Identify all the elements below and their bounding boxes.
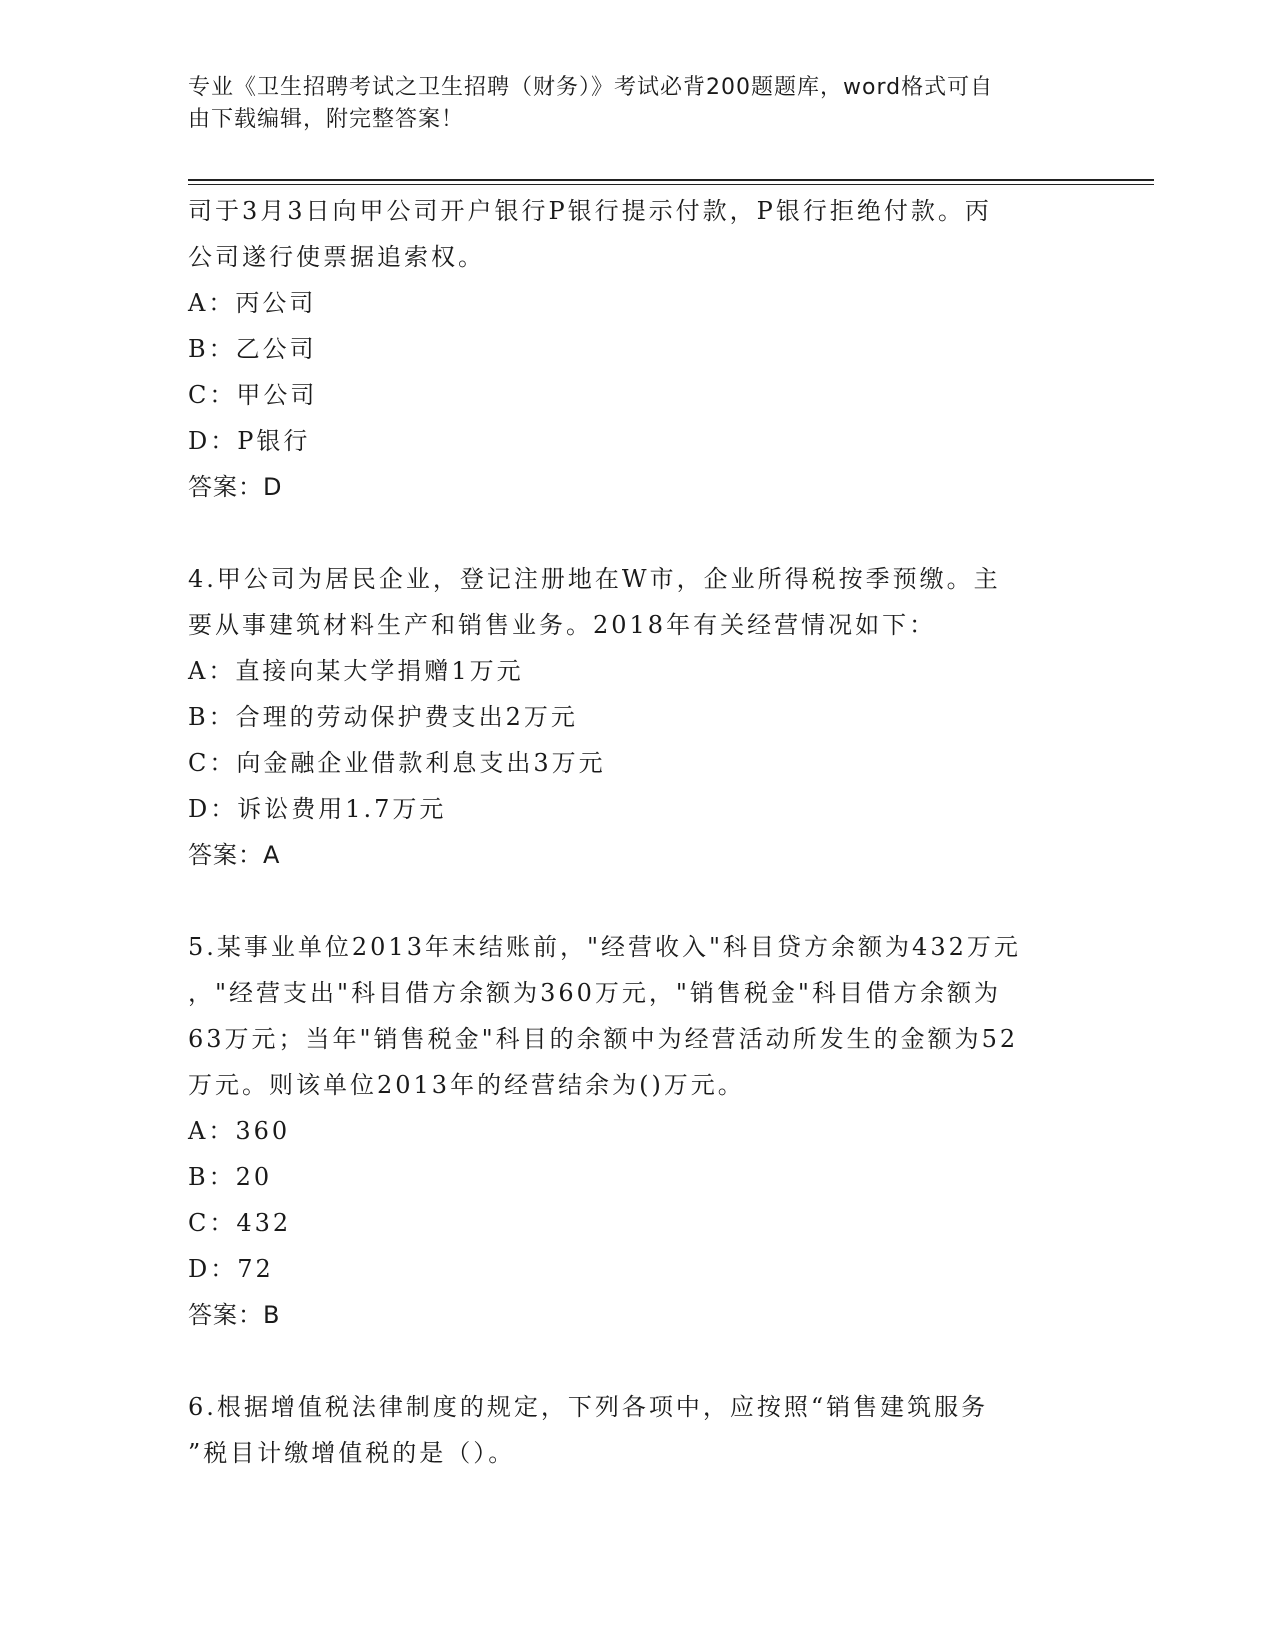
question-text-line: ”税目计缴增值税的是（）。 [188,1439,516,1467]
question-5 [188,924,1088,1338]
option-a: A：丙公司 [188,289,317,317]
option-c: C：向金融企业借款利息支出3万元 [188,749,606,777]
question-text-line: 4.甲公司为居民企业，登记注册地在W市，企业所得税按季预缴。主 [188,565,1001,593]
option-b: B：合理的劳动保护费支出2万元 [188,703,578,731]
document-header [188,72,1078,136]
option-b: B：乙公司 [188,335,317,363]
document-body [188,188,1088,1476]
question-6 [188,1384,1088,1476]
question-text-line: 万元。则该单位2013年的经营结余为()万元。 [188,1071,745,1099]
question-text-line: 司于3月3日向甲公司开户银行P银行提示付款，P银行拒绝付款。丙 [188,197,992,225]
question-3 [188,188,1088,510]
question-text-line: 5.某事业单位2013年末结账前，"经营收入"科目贷方余额为432万元 [188,933,1021,961]
question-text-line: 6.根据增值税法律制度的规定，下列各项中，应按照“销售建筑服务 [188,1393,989,1421]
question-4 [188,556,1088,878]
answer: 答案：B [188,1301,281,1329]
question-text-line: 63万元；当年"销售税金"科目的余额中为经营活动所发生的金额为52 [188,1025,1019,1053]
option-c: C：甲公司 [188,381,318,409]
answer: 答案：A [188,841,281,869]
answer: 答案：D [188,473,283,501]
option-c: C：432 [188,1209,292,1237]
question-text-line: 公司遂行使票据追索权。 [188,243,485,271]
header-rule-thick [188,179,1154,181]
header-line-2: 由下载编辑，附完整答案！ [188,107,465,132]
header-rule-thin [188,184,1154,185]
question-text-line: ，"经营支出"科目借方余额为360万元，"销售税金"科目借方余额为 [188,979,1001,1007]
option-d: D：诉讼费用1.7万元 [188,795,447,823]
question-text-line: 要从事建筑材料生产和销售业务。2018年有关经营情况如下： [188,611,937,639]
option-d: D：P银行 [188,427,311,455]
option-d: D：72 [188,1255,274,1283]
option-b: B：20 [188,1163,273,1191]
option-a: A：360 [188,1117,291,1145]
header-line-1: 专业《卫生招聘考试之卫生招聘（财务）》考试必背200题题库，word格式可自 [188,75,994,100]
option-a: A：直接向某大学捐赠1万元 [188,657,524,685]
